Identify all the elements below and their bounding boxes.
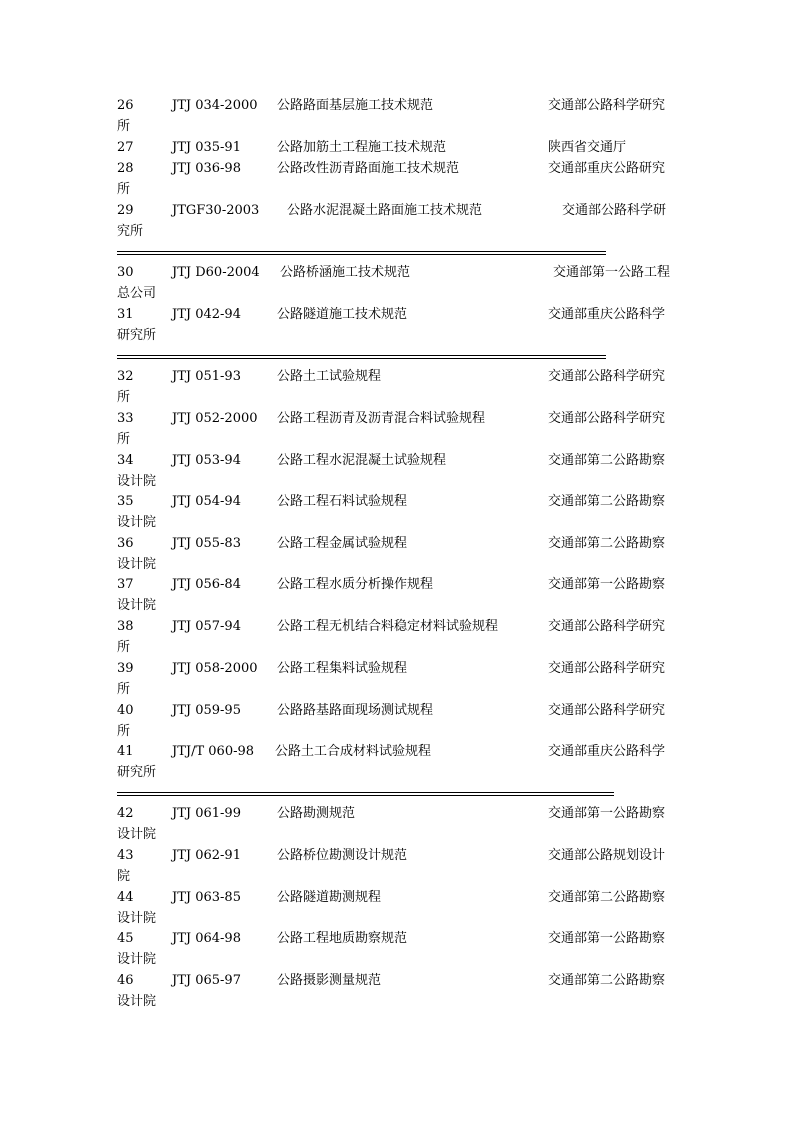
entry-number: 30 — [117, 265, 134, 280]
entry-number: 36 — [117, 536, 134, 551]
entry-org: 交通部第一公路勘察 — [548, 806, 666, 821]
entry-org: 交通部公路科学研究 — [548, 661, 666, 676]
entry-org-continued: 所 — [117, 119, 131, 134]
entry-org: 交通部第一公路勘察 — [548, 931, 666, 946]
entry-title: 公路路基路面现场测试规程 — [277, 703, 434, 718]
entry-org-continued: 研究所 — [117, 765, 157, 780]
entry-org: 交通部第一公路勘察 — [548, 577, 666, 592]
entry-code: JTJ 036-98 — [172, 161, 241, 176]
entry-code: JTJ 063-85 — [172, 890, 241, 905]
entry-org: 交通部重庆公路科学 — [548, 744, 666, 759]
entry-code: JTJ D60-2004 — [172, 265, 260, 280]
entry-number: 34 — [117, 453, 134, 468]
entry-number: 46 — [117, 973, 134, 988]
entry-title: 公路工程集料试验规程 — [277, 661, 408, 676]
entry-number: 45 — [117, 931, 134, 946]
entry-title: 公路工程石料试验规程 — [277, 494, 408, 509]
entry-code: JTJ 055-83 — [172, 536, 241, 551]
entry-org-continued: 研究所 — [117, 328, 157, 343]
entry-number: 29 — [117, 203, 134, 218]
entry-title: 公路路面基层施工技术规范 — [277, 98, 434, 113]
entry-org-continued: 所 — [117, 432, 131, 447]
entry-org-continued: 所 — [117, 182, 131, 197]
entry-number: 41 — [117, 744, 134, 759]
entry-org-continued: 究所 — [117, 224, 144, 239]
entry-title: 公路工程金属试验规程 — [277, 536, 408, 551]
entry-title: 公路勘测规范 — [277, 806, 356, 821]
entry-org-continued: 设计院 — [117, 474, 157, 489]
entry-org: 交通部第二公路勘察 — [548, 536, 666, 551]
entry-title: 公路工程无机结合料稳定材料试验规程 — [277, 619, 499, 634]
entry-code: JTJ 061-99 — [172, 806, 241, 821]
entry-code: JTGF30-2003 — [172, 203, 260, 218]
entry-org-continued: 所 — [117, 390, 131, 405]
entry-number: 31 — [117, 307, 134, 322]
entry-org: 交通部第二公路勘察 — [548, 494, 666, 509]
entry-title: 公路工程水质分析操作规程 — [277, 577, 434, 592]
entry-code: JTJ 052-2000 — [172, 411, 258, 426]
entry-number: 33 — [117, 411, 134, 426]
entry-title: 公路工程水泥混凝土试验规程 — [277, 453, 447, 468]
entry-org-continued: 设计院 — [117, 994, 157, 1009]
entry-title: 公路工程沥青及沥青混合料试验规程 — [277, 411, 486, 426]
entry-title: 公路改性沥青路面施工技术规范 — [277, 161, 460, 176]
section-divider — [117, 792, 614, 796]
entry-code: JTJ 059-95 — [172, 703, 241, 718]
entry-org-continued: 设计院 — [117, 952, 157, 967]
entry-code: JTJ 053-94 — [172, 453, 241, 468]
entry-title: 公路土工试验规程 — [277, 369, 382, 384]
entry-number: 37 — [117, 577, 134, 592]
entry-org-continued: 所 — [117, 640, 131, 655]
entry-code: JTJ 064-98 — [172, 931, 241, 946]
entry-org: 交通部公路科学研 — [562, 203, 667, 218]
entry-title: 公路桥涵施工技术规范 — [280, 265, 411, 280]
entry-code: JTJ 058-2000 — [172, 661, 258, 676]
entry-org: 交通部公路科学研究 — [548, 369, 666, 384]
entry-number: 26 — [117, 98, 134, 113]
entry-org: 交通部公路科学研究 — [548, 411, 666, 426]
entry-org: 交通部第二公路勘察 — [548, 973, 666, 988]
entry-org-continued: 院 — [117, 869, 131, 884]
entry-number: 35 — [117, 494, 134, 509]
entry-number: 40 — [117, 703, 134, 718]
entry-org-continued: 设计院 — [117, 827, 157, 842]
entry-org-continued: 所 — [117, 682, 131, 697]
entry-org: 交通部公路科学研究 — [548, 98, 666, 113]
entry-title: 公路工程地质勘察规范 — [277, 931, 408, 946]
entry-title: 公路土工合成材料试验规程 — [275, 744, 432, 759]
entry-org: 交通部第二公路勘察 — [548, 453, 666, 468]
entry-number: 27 — [117, 140, 134, 155]
entry-number: 44 — [117, 890, 134, 905]
entry-org: 交通部第一公路工程 — [553, 265, 671, 280]
entry-org-continued: 设计院 — [117, 515, 157, 530]
entry-org-continued: 所 — [117, 724, 131, 739]
entry-number: 28 — [117, 161, 134, 176]
entry-org: 交通部公路规划设计 — [548, 848, 666, 863]
entry-org-continued: 设计院 — [117, 557, 157, 572]
entry-title: 公路加筋土工程施工技术规范 — [277, 140, 447, 155]
section-divider — [117, 355, 606, 359]
entry-title: 公路隧道施工技术规范 — [277, 307, 408, 322]
entry-code: JTJ 035-91 — [172, 140, 241, 155]
entry-org: 交通部公路科学研究 — [548, 703, 666, 718]
entry-code: JTJ 042-94 — [172, 307, 241, 322]
entry-org-continued: 总公司 — [117, 286, 157, 301]
entry-code: JTJ 051-93 — [172, 369, 241, 384]
entry-code: JTJ 054-94 — [172, 494, 241, 509]
entry-number: 42 — [117, 806, 134, 821]
entry-number: 43 — [117, 848, 134, 863]
entry-org: 交通部重庆公路研究 — [548, 161, 666, 176]
entry-code: JTJ/T 060-98 — [172, 744, 255, 759]
entry-org-continued: 设计院 — [117, 598, 157, 613]
entry-code: JTJ 056-84 — [172, 577, 241, 592]
entry-org: 交通部公路科学研究 — [548, 619, 666, 634]
entry-number: 32 — [117, 369, 134, 384]
entry-number: 39 — [117, 661, 134, 676]
entry-title: 公路水泥混凝土路面施工技术规范 — [287, 203, 483, 218]
entry-org: 陕西省交通厅 — [548, 140, 627, 155]
section-divider — [117, 251, 606, 255]
entry-number: 38 — [117, 619, 134, 634]
entry-code: JTJ 034-2000 — [172, 98, 258, 113]
entry-org: 交通部重庆公路科学 — [548, 307, 666, 322]
entry-code: JTJ 062-91 — [172, 848, 241, 863]
entry-code: JTJ 057-94 — [172, 619, 241, 634]
entry-title: 公路桥位勘测设计规范 — [277, 848, 408, 863]
entry-org-continued: 设计院 — [117, 911, 157, 926]
entry-title: 公路摄影测量规范 — [277, 973, 382, 988]
entry-org: 交通部第二公路勘察 — [548, 890, 666, 905]
entry-title: 公路隧道勘测规程 — [277, 890, 382, 905]
entry-code: JTJ 065-97 — [172, 973, 241, 988]
